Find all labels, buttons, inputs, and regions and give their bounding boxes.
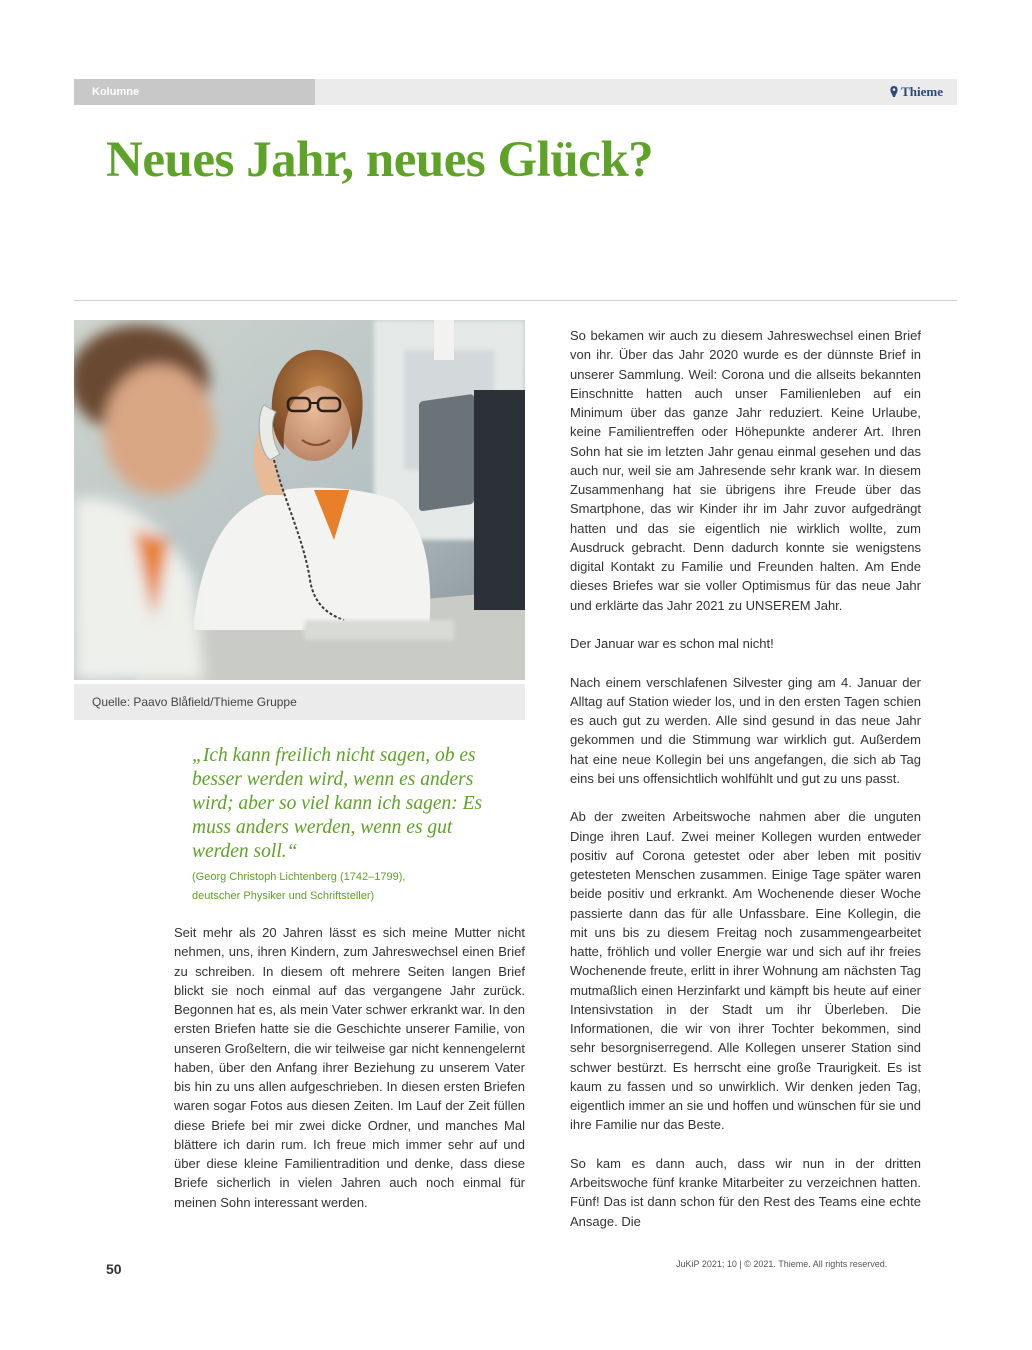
paragraph: So bekamen wir auch zu diesem Jahreswechsel einen Brief von ihr. Über das Jahr 2020 wurde es der dünnste Brief in unserer Sammlung. Weil: Corona und die allseits bekannten Einschnitte hatten auch unser Familienleben auf ein Minimum über das ganze Jahr reduziert. Keine Urlaube, keine Familientreffen oder Höhepunkte anderer Art. Ihren Sohn hat sie im letzten Jahr genau einmal gesehen und das auch nur, weil sie am Jahresende sehr krank war. In diesem Zusammenhang hat sie übrigens ihre Freude über das Smartphone, das wir Kinder ihr im Jahr zuvor aufgedrängt hatten und das sie eigentlich nie wirklich wollte, zum Ausdruck gebracht. Denn dadurch konnte sie wenigstens digital Kontakt zu Familie und Freunden halten. Am Ende dieses Briefes war sie voller Optimismus für das neue Jahr und erklärte das Jahr 2021 zu UNSEREM Jahr. [570,328,921,613]
footer-citation: JuKiP 2021; 10 | © 2021. Thieme. All rights reserved. [676,1259,888,1269]
brand-logo [890,79,943,105]
photo-nurse-on-phone-icon [74,320,525,680]
paragraph: Nach einem verschlafenen Silvester ging am 4. Januar der Alltag auf Station wieder los, und in den ersten Tagen schien es auch gut zu werden. Alle sind gesund in das neue Jahr gekommen und die Stimmung war wirklich gut. Außerdem hat eine neue Kollegin bei uns angefangen, die sich ab Tag eins bei uns offensichtlich wohlfühlt und gut zu uns passt. [570,674,921,786]
paragraph: So kam es dann auch, dass wir nun in der dritten Arbeitswoche fünf kranke Mitarbeiter zu verzeichnen hatten. Fünf! Das ist dann schon für den Rest des Teams eine echte Ansage. Die [570,1155,921,1229]
right-column [570,326,921,1231]
quote-source-line2: deutscher Physiker und Schriftsteller) [192,890,375,902]
article-photo [74,320,525,680]
paragraph: Ab der zweiten Arbeitswoche nahmen aber die unguten Dinge ihren Lauf. Zwei meiner Kollegen wurden entweder positiv auf Corona getestet oder aber leben mit positiv getesteten Menschen zusammen. Einige Tage später waren beide positiv und erkrankt. Am Wochenende dieser Woche passierte dann das für alle Unfassbare. Eine Kollegin, die mit uns bis zu diesem Freitag noch zusammengearbeitet hatte, fröhlich und voller Energie war und sich auf ihr freies Wochenende freute, erlitt in ihrer Wohnung am nächsten Tag mutmaßlich einen Herzinfarkt und kämpft bis heute auf einer Intensivstation in der Stadt um ihr Überleben. Die Informationen, die wir von ihrer Tochter bekommen, sind sehr besorgniserregend. Alle Kollegen unserer Station sind schwer bestürzt. Es herrscht eine große Traurigkeit. Es ist kaum zu fassen und so unwirklich. Wir denken jeden Tag, eigentlich immer an sie und hoffen und wünschen für sie und ihre Familie nur das Beste. [570,809,921,1133]
thieme-logo-icon [890,86,898,97]
article-title: Neues Jahr, neues Glück? [106,132,654,188]
left-column [174,923,525,1212]
quote-text: „Ich kann freilich nicht sagen, ob es besser werden wird, wenn es anders wird; aber so viel kann ich sagen: Es muss anders werden, wenn es gut werden soll.“ [192,745,483,862]
pull-quote [192,744,502,906]
section-label: Kolumne [74,79,315,105]
photo-caption: Quelle: Paavo Blåfield/Thieme Gruppe [74,684,525,720]
paragraph: Der Januar war es schon mal nicht! [570,636,774,651]
title-divider [74,300,957,301]
quote-source [192,868,502,906]
page-number: 50 [106,1261,122,1277]
quote-source-line1: (Georg Christoph Lichtenberg (1742–1799), [192,871,406,883]
brand-name: Thieme [901,84,943,99]
header-bar [74,79,957,105]
paragraph: Seit mehr als 20 Jahren lässt es sich meine Mutter nicht nehmen, uns, ihren Kindern, zum Jahreswechsel einen Brief zu schreiben. In diesem oft mehrere Seiten langen Brief blickt sie noch einmal auf das vergangene Jahr zurück. Begonnen hat es, als mein Vater schwer erkrankt war. In den ersten Briefen hatte sie die Geschichte unserer Familie, von unseren Großeltern, die wir teilweise gar nicht kennengelernt haben, über den Anfang ihrer Beziehung zu unserem Vater bis hin zu uns allen aufgeschrieben. In diesen ersten Briefen waren sogar Fotos aus diesen Zeiten. Im Lauf der Zeit füllen diese Briefe bei mir zwei dicke Ordner, und manches Mal blättere ich darin rum. Ich freue mich immer sehr auf und über diese kleine Familientradition und denke, dass diese Briefe sicherlich in vielen Jahren auch noch einmal für meinen Sohn interessant werden. [174,925,525,1210]
